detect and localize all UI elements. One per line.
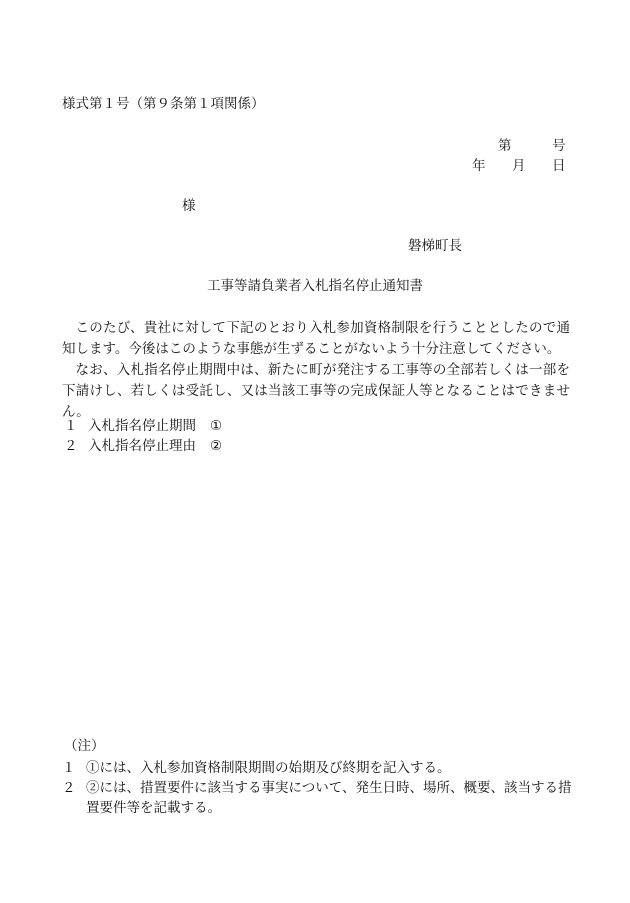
note-number: １ (62, 760, 76, 776)
body-text (62, 318, 570, 423)
list-item-number: ２ (64, 438, 78, 454)
list-item-2 (64, 436, 222, 456)
date-month: 月 (512, 158, 526, 174)
date-day: 日 (552, 158, 566, 174)
form-label: 様式第１号（第９条第１項関係） (62, 96, 265, 112)
note-item-2 (62, 778, 574, 818)
note-item-1 (62, 758, 574, 778)
number-prefix: 第 (498, 138, 512, 154)
list-item-number: １ (64, 418, 78, 434)
note-number: ２ (62, 780, 76, 796)
list-item-ref: ② (210, 438, 223, 454)
list-item-label: 入札指名停止理由 (88, 438, 196, 454)
notes-list (62, 758, 574, 818)
addressee-suffix: 様 (182, 198, 196, 214)
list-item-ref: ① (210, 418, 223, 434)
body-paragraph-2: なお、入札指名停止期間中は、新たに町が発注する工事等の全部若しくは一部を下請けし、若しくは受託し、又は当該工事等の完成保証人等となることはできません。 (62, 362, 570, 420)
number-suffix: 号 (552, 138, 566, 154)
note-text: ②には、措置要件に該当する事実について、発生日時、場所、概要、該当する措置要件等を記載する。 (86, 780, 572, 816)
note-text: ①には、入札参加資格制限期間の始期及び終期を記入する。 (86, 760, 451, 776)
list-item-1 (64, 416, 222, 436)
body-paragraph-1: このたび、貴社に対して下記のとおり入札参加資格制限を行うこととしたので通知します。今後はこのような事態が生ずることがないよう十分注意してください。 (62, 320, 570, 357)
sender-name: 磐梯町長 (408, 238, 462, 254)
document-title: 工事等請負業者入札指名停止通知書 (207, 278, 423, 294)
list-item-label: 入札指名停止期間 (88, 418, 196, 434)
notes-heading: （注） (64, 738, 105, 754)
date-year: 年 (472, 158, 486, 174)
